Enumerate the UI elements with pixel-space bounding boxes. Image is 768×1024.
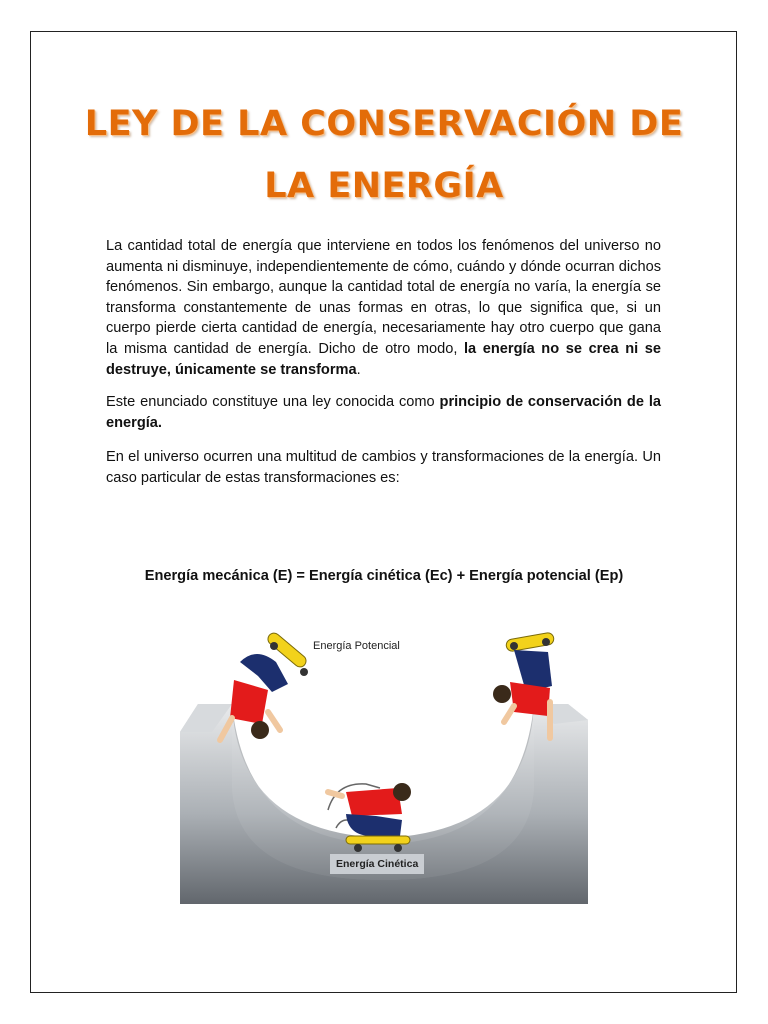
paragraph-1: [106, 236, 661, 380]
halfpipe-figure: [176, 632, 590, 908]
label-energia-potencial: Energía Potencial: [313, 640, 400, 652]
paragraph-2-bold: principio de conservación de la energía.: [106, 394, 661, 431]
label-energia-cinetica: Energía Cinética: [330, 854, 424, 874]
title-line-1: LEY DE LA CONSERVACIÓN DE: [84, 104, 684, 144]
paragraph-2: [106, 392, 661, 433]
title-line-2: LA ENERGÍA: [264, 166, 504, 206]
formula: Energía mecánica (E) = Energía cinética (Ec) + Energía potencial (Ep): [144, 568, 624, 584]
paragraph-3: En el universo ocurren una multitud de cambios y transformaciones de la energía. Un caso particular de estas transformaciones es:: [106, 449, 661, 486]
paragraph-1-text: La cantidad total de energía que interviene en todos los fenómenos del universo no aumenta ni disminuye, independientemente de cómo, cuándo y dónde ocurran dichos fenómenos. Sin embargo, aunque la cantidad total de energía no varía, la energía se transforma constantemente de unas formas en otras, lo que significa que, si un cuerpo pierde cierta cantidad de energía, necesariamente hay otro cuerpo que gana la misma cantidad de energía. Dicho de otro modo,: [106, 238, 661, 357]
paragraph-2-text: Este enunciado constituye una ley conocida como: [106, 394, 440, 410]
paragraph-1-bold: la energía no se crea ni se destruye, únicamente se transforma: [106, 340, 662, 378]
paragraph-1-end: .: [356, 361, 361, 378]
